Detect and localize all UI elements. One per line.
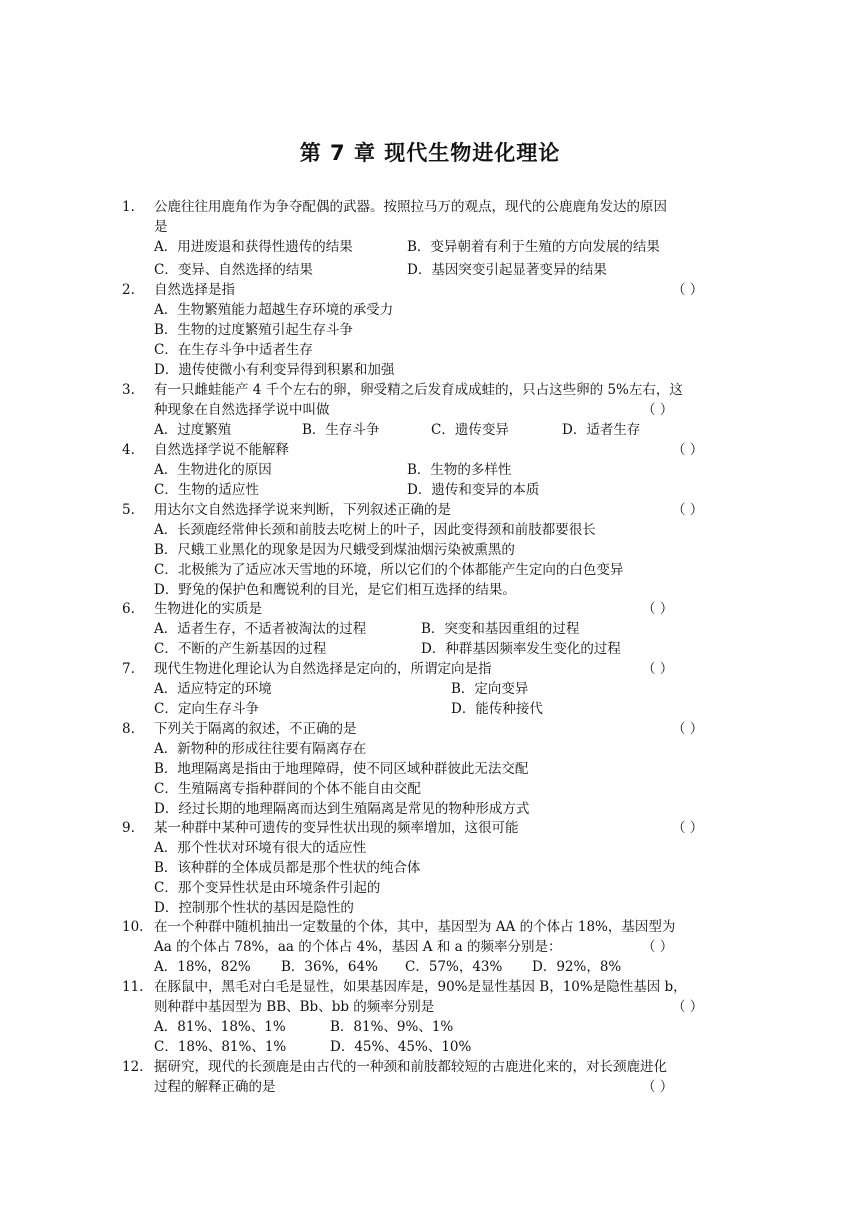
option-b: B．该种群的全体成员都是那个性状的纯合体 xyxy=(154,860,421,876)
question-stem: 自然选择学说不能解释 xyxy=(154,442,289,458)
option-b: B．定向变异 xyxy=(451,681,529,697)
option-c: C．生物的适应性 xyxy=(154,482,259,498)
question-number: 8. xyxy=(122,721,135,737)
question-number: 2. xyxy=(122,282,135,298)
answer-bracket: （ ） xyxy=(672,442,704,458)
answer-bracket: （ ） xyxy=(642,402,674,418)
question-stem: 则种群中基因型为 BB、Bb、bb 的频率分别是 xyxy=(154,999,435,1015)
option-a: A．新物种的形成往往要有隔离存在 xyxy=(154,741,367,757)
option-d: D．种群基因频率发生变化的过程 xyxy=(421,641,621,657)
option-a: A．81%、18%、1% xyxy=(154,1019,286,1035)
question-stem: Aa 的个体占 78%，aa 的个体占 4%，基因 A 和 a 的频率分别是： xyxy=(154,939,562,955)
option-d: D．遗传使微小有利变异得到积累和加强 xyxy=(154,362,395,378)
question-stem: 自然选择是指 xyxy=(154,282,235,298)
option-c: C．北极熊为了适应冰天雪地的环境，所以它们的个体都能产生定向的白色变异 xyxy=(154,562,624,578)
answer-bracket: （ ） xyxy=(672,721,704,737)
option-b: B．尺蛾工业黑化的现象是因为尺蛾受到煤油烟污染被熏黑的 xyxy=(154,542,515,558)
question-stem: 下列关于隔离的叙述，不正确的是 xyxy=(154,721,357,737)
question-stem: 在一个种群中随机抽出一定数量的个体，其中，基因型为 AA 的个体占 18%，基因型为 xyxy=(154,919,676,935)
question-stem: 生物进化的实质是 xyxy=(154,601,262,617)
option-b: B．36%，64% xyxy=(281,959,378,975)
option-c: C．定向生存斗争 xyxy=(154,701,259,717)
option-d: D．经过长期的地理隔离而达到生殖隔离是常见的物种形成方式 xyxy=(154,801,530,817)
option-c: C．在生存斗争中适者生存 xyxy=(154,342,313,358)
option-b: B．突变和基因重组的过程 xyxy=(421,621,580,637)
option-d: D．遗传和变异的本质 xyxy=(407,482,540,498)
option-d: D．基因突变引起显著变异的结果 xyxy=(407,262,607,278)
option-c: C．生殖隔离专指种群间的个体不能自由交配 xyxy=(154,781,421,797)
option-d: D．能传种接代 xyxy=(451,701,543,717)
option-d: D．野兔的保护色和鹰锐利的目光，是它们相互选择的结果。 xyxy=(154,582,516,598)
option-a: A．适应特定的环境 xyxy=(154,681,272,697)
answer-bracket: （ ） xyxy=(642,1079,674,1095)
option-a: A．适者生存，不适者被淘汰的过程 xyxy=(154,621,367,637)
chapter-title: 第 7 章 现代生物进化理论 xyxy=(299,141,561,165)
question-stem: 是 xyxy=(154,219,168,235)
answer-bracket: （ ） xyxy=(642,939,674,955)
question-stem: 据研究，现代的长颈鹿是由古代的一种颈和前肢都较短的古鹿进化来的，对长颈鹿进化 xyxy=(154,1059,667,1075)
question-stem: 现代生物进化理论认为自然选择是定向的，所谓定向是指 xyxy=(154,661,492,677)
option-b: B．生存斗争 xyxy=(302,422,380,438)
question-stem: 公鹿往往用鹿角作为争夺配偶的武器。按照拉马万的观点，现代的公鹿鹿角发达的原因 xyxy=(154,199,667,215)
question-number: 6. xyxy=(122,601,135,617)
option-a: A．18%，82% xyxy=(154,959,251,975)
option-a: A．用进废退和获得性遗传的结果 xyxy=(154,239,353,255)
question-number: 1. xyxy=(122,199,135,215)
answer-bracket: （ ） xyxy=(672,502,704,518)
question-number: 12. xyxy=(122,1059,144,1075)
question-stem: 某一种群中某种可遗传的变异性状出现的频率增加，这很可能 xyxy=(154,820,519,836)
answer-bracket: （ ） xyxy=(642,601,674,617)
option-c: C．那个变异性状是由环境条件引起的 xyxy=(154,880,381,896)
option-d: D．适者生存 xyxy=(562,422,641,438)
option-d: D．控制那个性状的基因是隐性的 xyxy=(154,900,354,916)
option-c: C．变异、自然选择的结果 xyxy=(154,262,313,278)
option-c: C．57%，43% xyxy=(405,959,503,975)
option-a: A．那个性状对环境有很大的适应性 xyxy=(154,840,367,856)
answer-bracket: （ ） xyxy=(672,999,704,1015)
option-a: A．过度繁殖 xyxy=(154,422,232,438)
option-b: B．变异朝着有利于生殖的方向发展的结果 xyxy=(407,239,660,255)
question-number: 5. xyxy=(122,502,135,518)
question-number: 9. xyxy=(122,820,135,836)
question-stem: 过程的解释正确的是 xyxy=(154,1079,276,1095)
question-stem: 在豚鼠中，黑毛对白毛是显性，如果基因库是，90%是显性基因 B，10%是隐性基因 b， xyxy=(154,979,687,995)
answer-bracket: （ ） xyxy=(672,820,704,836)
option-d: D．92%，8% xyxy=(532,959,622,975)
question-stem: 有一只雌蛙能产 4 千个左右的卵，卵受精之后发育成成蛙的，只占这些卵的 5%左右，这 xyxy=(154,382,683,398)
option-a: A．长颈鹿经常伸长颈和前肢去吃树上的叶子，因此变得颈和前肢都要很长 xyxy=(154,522,596,538)
option-b: B．地理隔离是指由于地理障碍，使不同区域种群彼此无法交配 xyxy=(154,761,529,777)
question-number: 7. xyxy=(122,661,135,677)
option-c: C．不断的产生新基因的过程 xyxy=(154,641,327,657)
answer-bracket: （ ） xyxy=(672,282,704,298)
option-c: C．遗传变异 xyxy=(431,422,509,438)
question-number: 4. xyxy=(122,442,135,458)
option-b: B．生物的过度繁殖引起生存斗争 xyxy=(154,322,353,338)
option-d: D．45%、45%、10% xyxy=(330,1039,472,1055)
option-c: C．18%、81%、1% xyxy=(154,1039,287,1055)
answer-bracket: （ ） xyxy=(642,661,674,677)
question-stem: 用达尔文自然选择学说来判断，下列叙述正确的是 xyxy=(154,502,451,518)
question-stem: 种现象在自然选择学说中叫做 xyxy=(154,402,330,418)
option-a: A．生物繁殖能力超越生存环境的承受力 xyxy=(154,302,394,318)
option-b: B．81%、9%、1% xyxy=(330,1019,454,1035)
option-b: B．生物的多样性 xyxy=(407,462,512,478)
question-number: 10. xyxy=(122,919,144,935)
question-number: 11. xyxy=(122,979,144,995)
option-a: A．生物进化的原因 xyxy=(154,462,272,478)
question-number: 3. xyxy=(122,382,135,398)
